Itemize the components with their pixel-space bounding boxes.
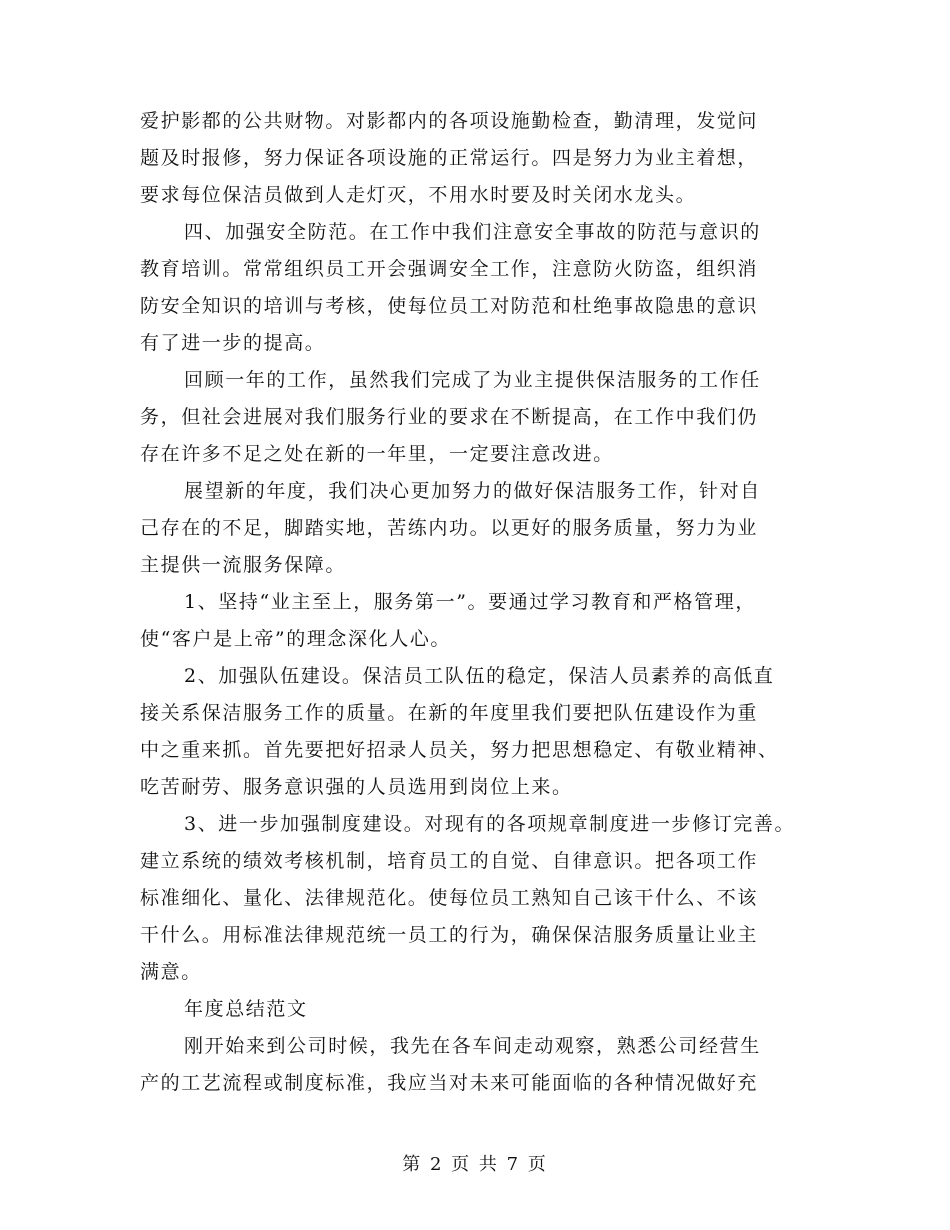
page-number-footer: 第 2 页 共 7 页 (402, 1154, 548, 1175)
text-line: 四、加强安全防范。在工作中我们注意安全事故的防范与意识的 (184, 221, 761, 243)
text-line: 展望新的年度，我们决心更加努力的做好保洁服务工作，针对自 (184, 480, 761, 502)
text-line: 吃苦耐劳、服务意识强的人员选用到岗位上来。 (140, 776, 573, 798)
text-line: 3、进一步加强制度建设。对现有的各项规章制度进一步修订完善。 (184, 813, 796, 835)
text-line: 要求每位保洁员做到人走灯灭，不用水时要及时关闭水龙头。 (140, 184, 697, 206)
text-line: 题及时报修，努力保证各项设施的正常运行。四是努力为业主着想， (140, 147, 759, 169)
text-line: 标准细化、量化、法律规范化。使每位员工熟知自己该干什么、不该 (140, 887, 759, 909)
text-line: 务，但社会进展对我们服务行业的要求在不断提高，在工作中我们仍 (140, 406, 759, 428)
paragraph-2 (140, 214, 830, 362)
paragraph-1 (140, 103, 830, 214)
paragraph-5 (140, 584, 830, 658)
paragraph-3 (140, 362, 830, 473)
text-line: 满意。 (140, 961, 202, 983)
text-line: 中之重来抓。首先要把好招录人员关，努力把思想稳定、有敬业精神、 (140, 739, 779, 761)
document-body (140, 103, 830, 1102)
paragraph-4 (140, 473, 830, 584)
text-line: 教育培训。常常组织员工开会强调安全工作，注意防火防盗，组织消 (140, 258, 759, 280)
text-line: 防安全知识的培训与考核，使每位员工对防范和杜绝事故隐患的意识 (140, 295, 759, 317)
paragraph-6 (140, 658, 830, 806)
text-line: 爱护影都的公共财物。对影都内的各项设施勤检查，勤清理，发觉问 (140, 110, 759, 132)
heading-line: 年度总结范文 (184, 998, 308, 1020)
text-line: 己存在的不足，脚踏实地，苦练内功。以更好的服务质量，努力为业 (140, 517, 759, 539)
text-line: 建立系统的绩效考核机制，培育员工的自觉、自律意识。把各项工作 (140, 850, 759, 872)
section-heading (140, 991, 830, 1028)
text-line: 干什么。用标准法律规范统一员工的行为，确保保洁服务质量让业主 (140, 924, 759, 946)
text-line: 2、加强队伍建设。保洁员工队伍的稳定，保洁人员素养的高低直 (184, 665, 775, 687)
text-line: 刚开始来到公司时候，我先在各车间走动观察，熟悉公司经营生 (184, 1035, 761, 1057)
text-line: 存在许多不足之处在新的一年里，一定要注意改进。 (140, 443, 614, 465)
paragraph-7 (140, 806, 830, 991)
text-line: 产的工艺流程或制度标准，我应当对未来可能面临的各种情况做好充 (140, 1072, 759, 1094)
text-line: 回顾一年的工作，虽然我们完成了为业主提供保洁服务的工作任 (184, 369, 761, 391)
paragraph-8 (140, 1028, 830, 1102)
text-line: 使“客户是上帝”的理念深化人心。 (140, 628, 452, 650)
text-line: 主提供一流服务保障。 (140, 554, 347, 576)
text-line: 接关系保洁服务工作的质量。在新的年度里我们要把队伍建设作为重 (140, 702, 759, 724)
text-line: 1、坚持“业主至上，服务第一”。要通过学习教育和严格管理， (184, 591, 756, 613)
text-line: 有了进一步的提高。 (140, 332, 326, 354)
